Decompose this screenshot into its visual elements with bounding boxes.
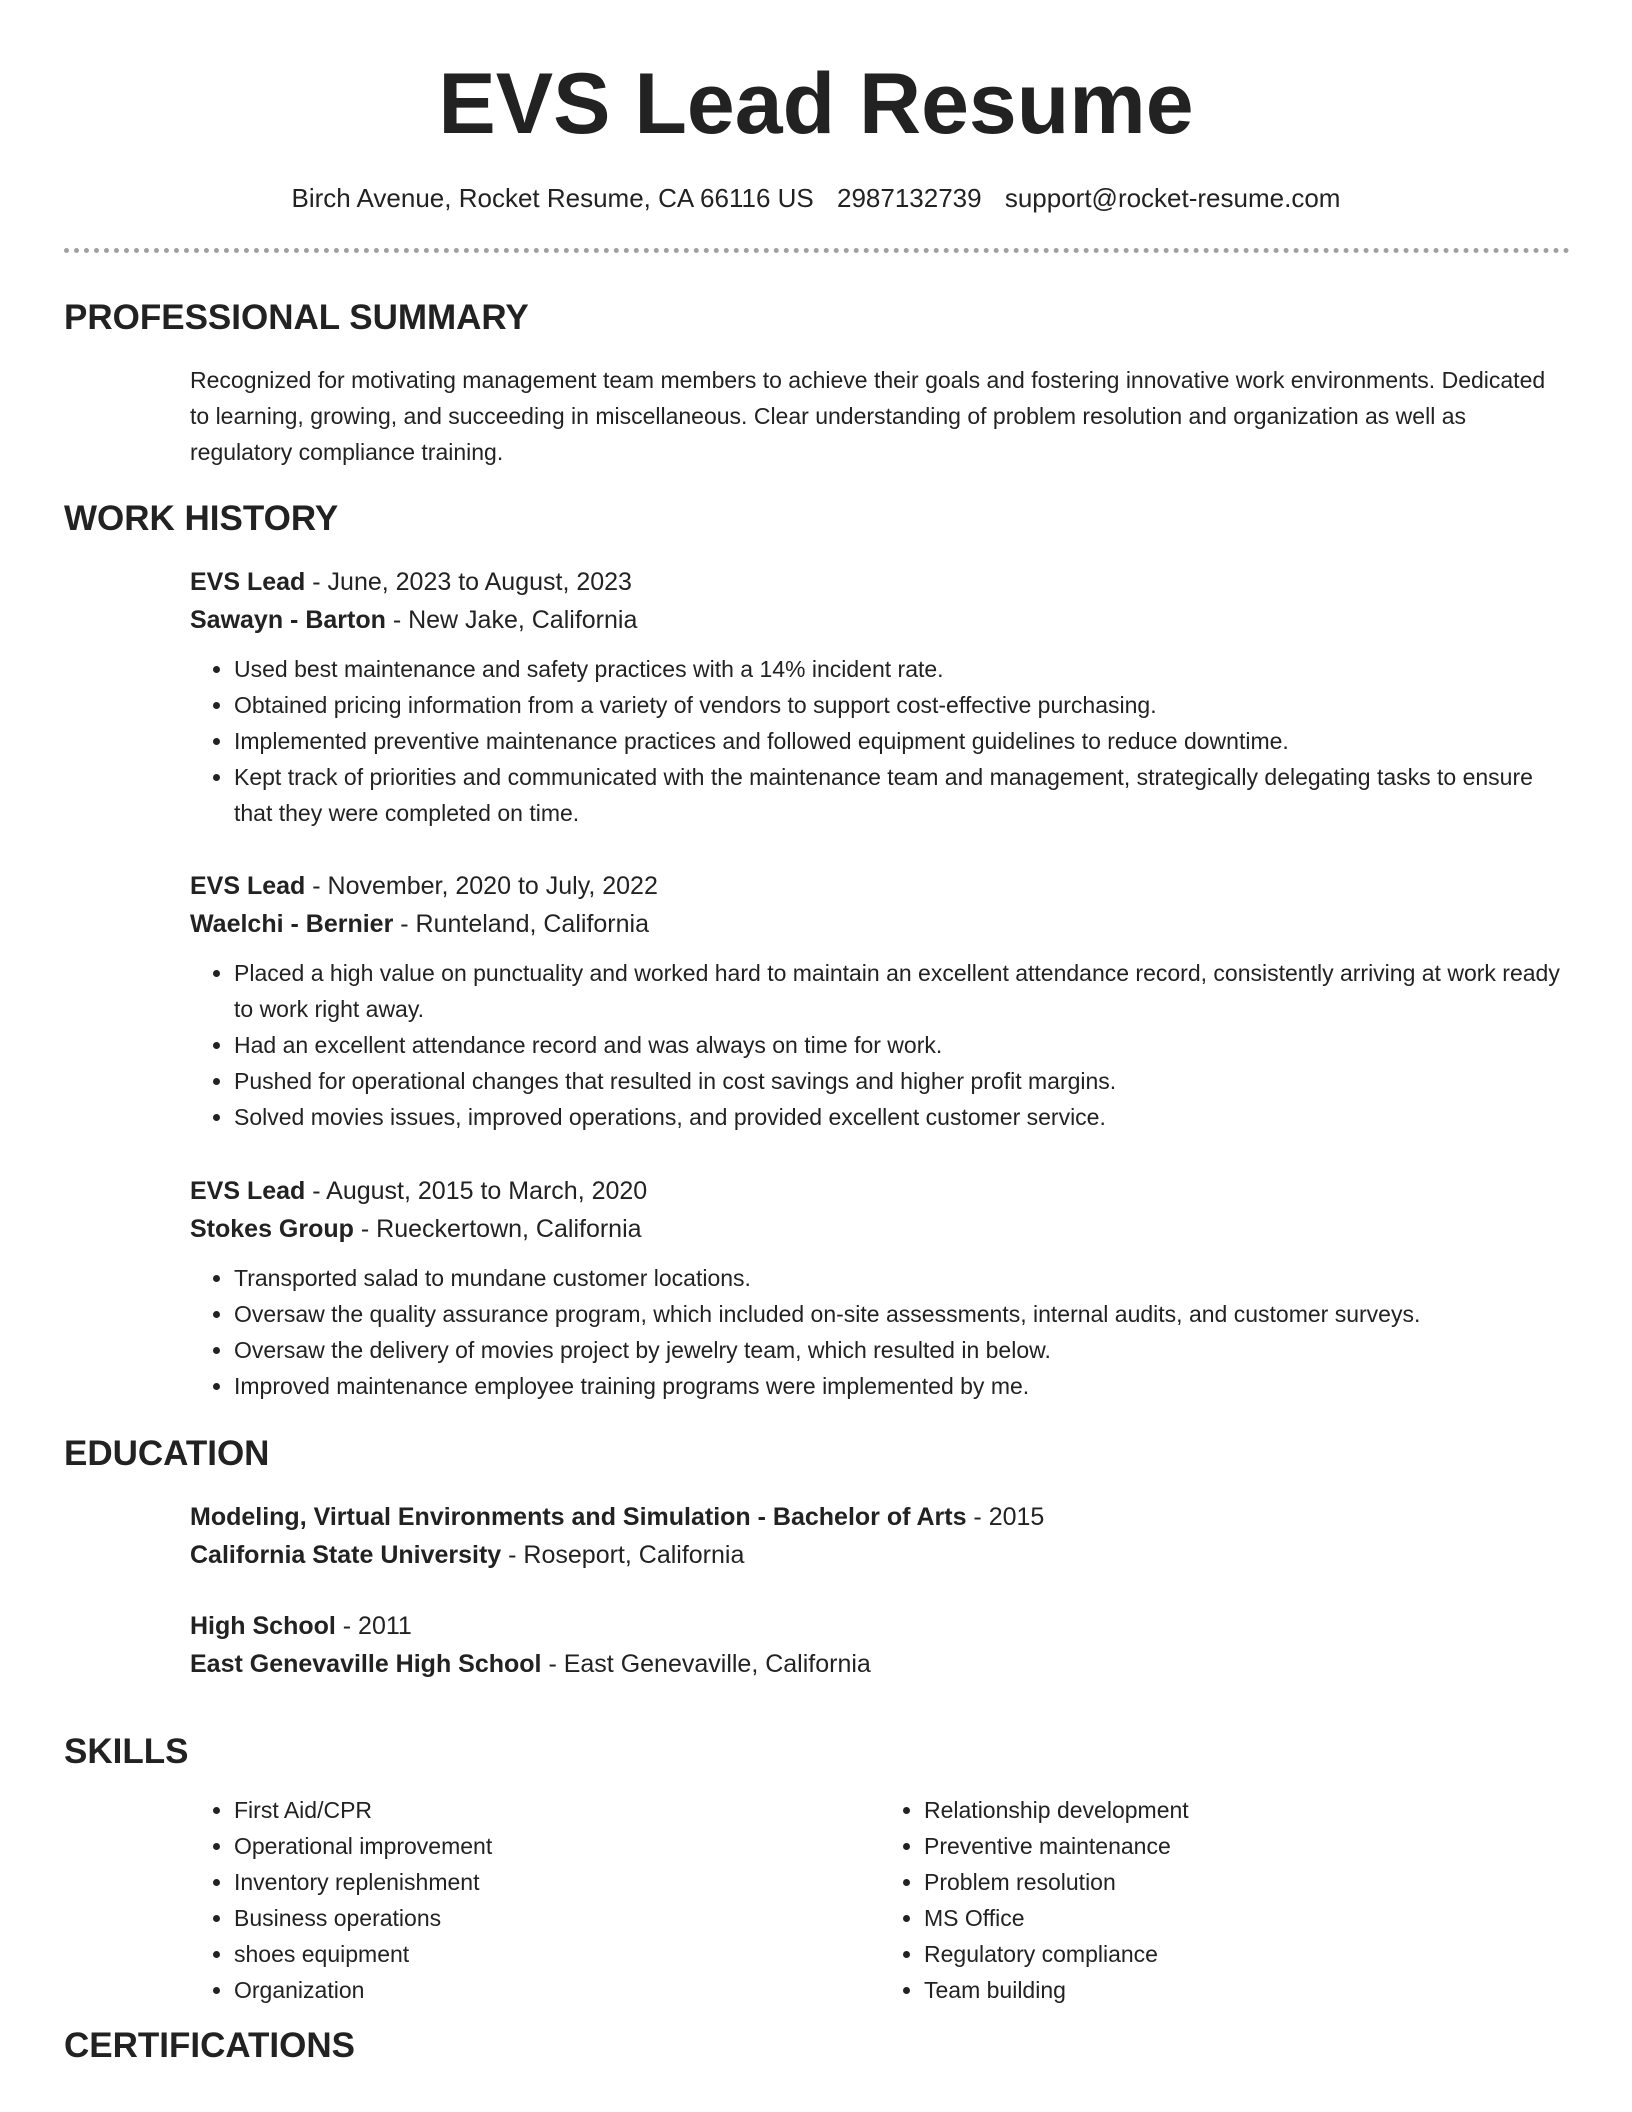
education-school: East Genevaville High School [190, 1650, 542, 1678]
education-entry [190, 1498, 1570, 1574]
skill-item: • MS Office [924, 1900, 1570, 1936]
job-bullet: • Used best maintenance and safety practices with a 14% incident rate. [234, 651, 1570, 687]
skill-item: • shoes equipment [234, 1936, 880, 1972]
job-bullets [190, 955, 1570, 1135]
job-title: EVS Lead [190, 872, 306, 900]
job-bullet: • Pushed for operational changes that resulted in cost savings and higher profit margins. [234, 1063, 1570, 1099]
education-degree: Modeling, Virtual Environments and Simulation - Bachelor of Arts [190, 1503, 967, 1531]
skills-list [190, 1792, 1570, 2008]
education-year: - 2011 [335, 1612, 412, 1640]
education-degree-line [190, 1498, 1570, 1536]
skill-item: • Team building [924, 1972, 1570, 2008]
job-title: EVS Lead [190, 1177, 306, 1205]
education-degree-line [190, 1607, 1570, 1645]
job-entry [190, 1172, 1570, 1404]
skill-item: • Regulatory compliance [924, 1936, 1570, 1972]
job-dates: - August, 2015 to March, 2020 [305, 1177, 648, 1205]
skills-column-right [880, 1792, 1570, 2008]
job-title: EVS Lead [190, 568, 306, 596]
job-title-line [190, 563, 1570, 601]
skills-column-left [190, 1792, 880, 2008]
job-title-line [190, 1172, 1570, 1210]
job-bullets [190, 1260, 1570, 1404]
resume-title: EVS Lead Resume [438, 56, 1194, 152]
job-location: - New Jake, California [385, 606, 638, 634]
education-school-line [190, 1536, 1570, 1574]
job-company-line [190, 601, 1570, 639]
job-bullet: • Obtained pricing information from a variety of vendors to support cost-effective purchasing. [234, 687, 1570, 723]
skill-item: • Business operations [234, 1900, 880, 1936]
job-location: - Runteland, California [393, 910, 649, 938]
education-entry [190, 1607, 1570, 1683]
education-school: California State University [190, 1541, 502, 1569]
job-bullet: • Solved movies issues, improved operations, and provided excellent customer service. [234, 1099, 1570, 1135]
education-heading: EDUCATION [64, 1434, 270, 1473]
contact-address: Birch Avenue, Rocket Resume, CA 66116 US [291, 183, 814, 213]
job-bullet: • Kept track of priorities and communicated with the maintenance team and management, strategically delegating tasks to ensure that they were completed on time. [234, 759, 1570, 831]
header-divider [64, 248, 1570, 253]
contact-line [0, 180, 1632, 216]
job-title-line [190, 867, 1570, 905]
education-location: - Roseport, California [501, 1541, 745, 1569]
job-bullet: • Oversaw the quality assurance program, which included on-site assessments, internal audits, and customer surveys. [234, 1296, 1570, 1332]
skill-item: • Inventory replenishment [234, 1864, 880, 1900]
contact-email: support@rocket-resume.com [1004, 183, 1341, 213]
skill-item: • Problem resolution [924, 1864, 1570, 1900]
job-bullet: • Improved maintenance employee training programs were implemented by me. [234, 1368, 1570, 1404]
summary-section [190, 362, 1570, 470]
skill-item: • First Aid/CPR [234, 1792, 880, 1828]
skill-item: • Operational improvement [234, 1828, 880, 1864]
job-company: Sawayn - Barton [190, 606, 386, 634]
education-year: - 2015 [966, 1503, 1045, 1531]
job-bullet: • Oversaw the delivery of movies project by jewelry team, which resulted in below. [234, 1332, 1570, 1368]
job-bullet: • Had an excellent attendance record and was always on time for work. [234, 1027, 1570, 1063]
summary-heading: PROFESSIONAL SUMMARY [64, 298, 529, 337]
contact-phone: 2987132739 [836, 183, 982, 213]
education-degree: High School [190, 1612, 336, 1640]
education-school-line [190, 1645, 1570, 1683]
work-history-heading: WORK HISTORY [64, 499, 339, 538]
job-company: Waelchi - Bernier [190, 910, 394, 938]
job-location: - Rueckertown, California [353, 1215, 642, 1243]
job-bullet: • Placed a high value on punctuality and worked hard to maintain an excellent attendance record, consistently arriving at work ready to work right away. [234, 955, 1570, 1027]
summary-text: Recognized for motivating management team members to achieve their goals and fostering innovative work environments. Dedicated to learning, growing, and succeeding in miscellaneous. Clear understanding of problem resolution and organization as well as regulatory compliance training. [190, 367, 1546, 465]
job-dates: - November, 2020 to July, 2022 [305, 872, 658, 900]
job-bullets [190, 651, 1570, 831]
job-entry [190, 867, 1570, 1135]
education-location: - East Genevaville, California [541, 1650, 871, 1678]
job-bullet: • Implemented preventive maintenance practices and followed equipment guidelines to reduce downtime. [234, 723, 1570, 759]
job-company-line [190, 1210, 1570, 1248]
job-bullet: • Transported salad to mundane customer locations. [234, 1260, 1570, 1296]
job-entry [190, 563, 1570, 831]
skills-heading: SKILLS [64, 1732, 189, 1771]
skill-item: • Preventive maintenance [924, 1828, 1570, 1864]
job-company: Stokes Group [190, 1215, 354, 1243]
job-company-line [190, 905, 1570, 943]
certifications-heading: CERTIFICATIONS [64, 2026, 356, 2065]
skill-item: • Organization [234, 1972, 880, 2008]
skill-item: • Relationship development [924, 1792, 1570, 1828]
job-dates: - June, 2023 to August, 2023 [305, 568, 632, 596]
